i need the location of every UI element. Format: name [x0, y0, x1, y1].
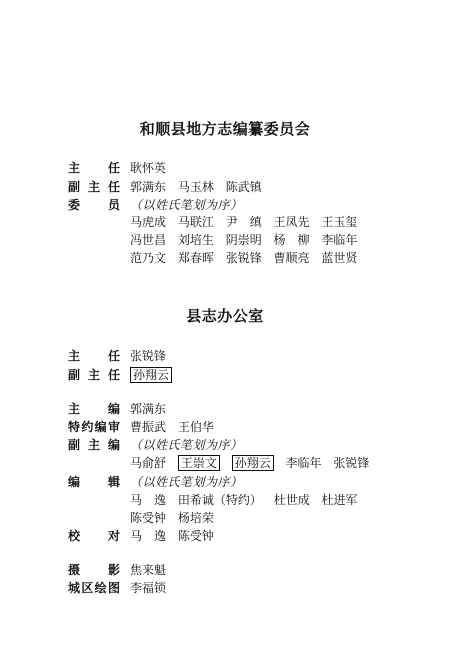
committee-members-row: 马虎成 马联江 尹 缜 王凤先 王玉玺 — [130, 215, 358, 229]
proofread-label: 校 对 — [68, 529, 120, 543]
committee-director: 耿怀英 — [130, 161, 167, 175]
committee-members-note: （以姓氏笔划为序） — [130, 198, 243, 212]
committee-vice-director-label: 副 主 任 — [68, 180, 120, 194]
office-director-label: 主 任 — [68, 349, 120, 363]
boxed-name: 王崇文 — [178, 455, 220, 471]
committee-members-label: 委 员 — [68, 198, 120, 212]
chief-editor: 郭满东 — [130, 402, 167, 416]
committee-members-row: 冯世昌 刘培生 阴崇明 杨 柳 李临年 — [130, 233, 358, 247]
committee-title: 和顺县地方志编纂委员会 — [139, 120, 311, 138]
editor-note: （以姓氏笔划为序） — [130, 475, 243, 489]
committee-vice-directors: 郭满东 马玉林 陈武镇 — [130, 180, 262, 194]
boxed-name: 孙翔云 — [130, 367, 172, 383]
editor-label: 编 辑 — [68, 475, 120, 489]
map-drawer: 李福锁 — [130, 581, 167, 595]
photographer: 焦来魁 — [130, 563, 167, 577]
committee-director-label: 主 任 — [68, 161, 120, 175]
office-director: 张锐锋 — [130, 349, 167, 363]
office-vice-director — [130, 367, 180, 383]
committee-members-row: 范乃文 郑春晖 张锐锋 曹顺亮 蓝世贤 — [130, 251, 358, 265]
deputy-editor-label: 副 主 编 — [68, 438, 120, 452]
chief-editor-label: 主 编 — [68, 402, 120, 416]
deputy-editor-note: （以姓氏笔划为序） — [130, 438, 243, 452]
boxed-name: 孙翔云 — [232, 455, 274, 471]
special-editor-label: 特 约 编 审 — [68, 420, 120, 434]
deputy-editors: 马俞舒 王崇文 孙翔云 李临年 张锐锋 — [130, 456, 370, 470]
office-vice-director-label: 副 主 任 — [68, 368, 120, 382]
office-title: 县志办公室 — [186, 307, 264, 325]
map-label: 城 区 绘 图 — [68, 581, 120, 595]
special-editors: 曹振武 王伯华 — [130, 420, 214, 434]
proofreaders: 马 逸 陈受钟 — [130, 529, 214, 543]
editors-row: 马 逸 田希诚（特约） 杜世成 杜进军 — [130, 493, 358, 507]
photo-label: 摄 影 — [68, 563, 120, 577]
editors-row: 陈受钟 杨培荣 — [130, 511, 214, 525]
